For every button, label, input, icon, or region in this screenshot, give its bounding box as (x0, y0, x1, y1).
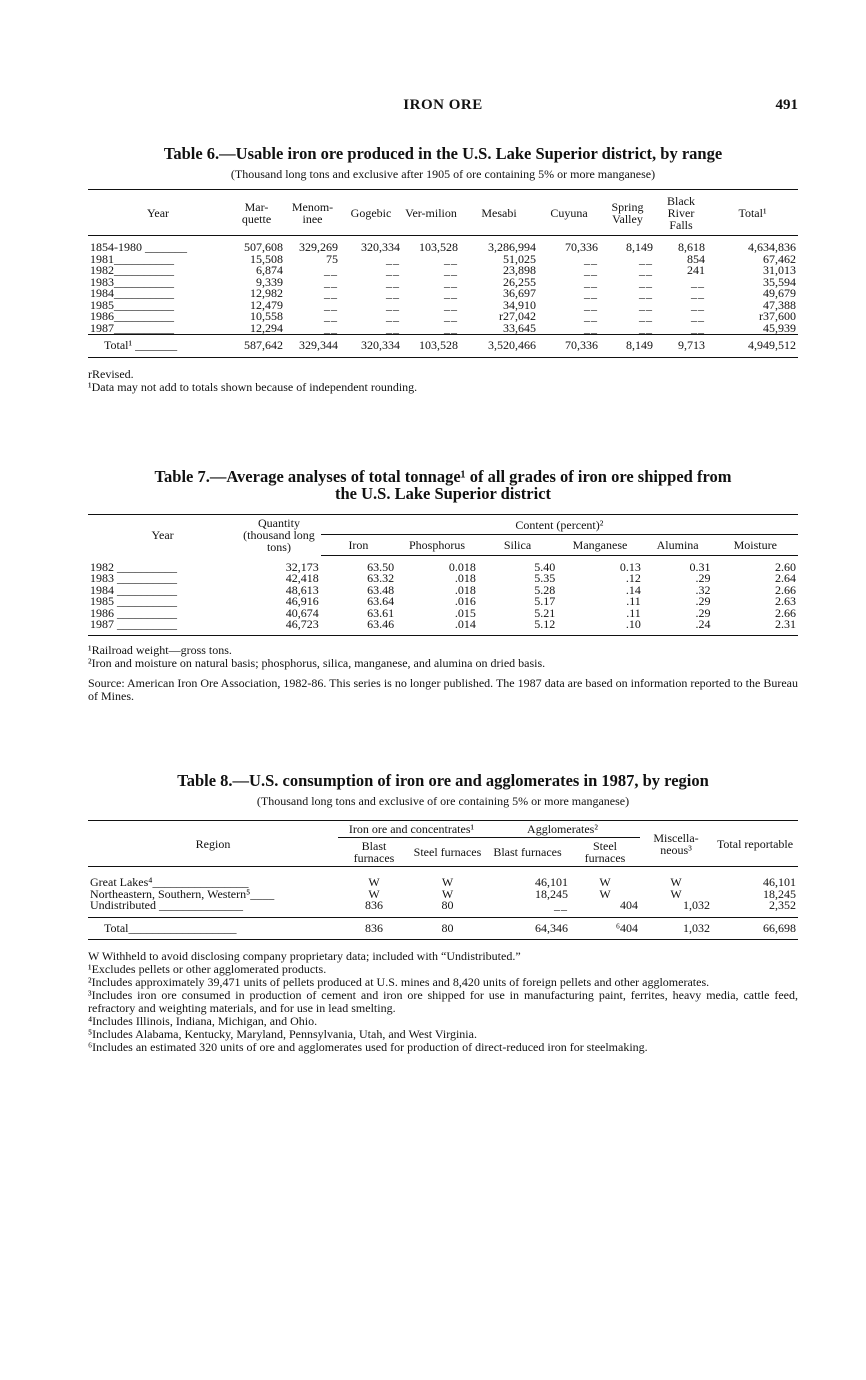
cell: 63.64 (367, 594, 395, 608)
cell: 10,558 (250, 309, 283, 323)
table-8-title: Table 8.—U.S. consumption of iron ore and agglomerates in 1987, by region (177, 771, 709, 790)
cell: 1,032 (683, 898, 710, 912)
cell: __ (444, 286, 458, 300)
cell: __ (691, 274, 705, 289)
cell: 8,149 (626, 240, 653, 254)
table-8-subtitle: (Thousand long tons and exclusive of ore containing 5% or more manganese) (256, 794, 630, 808)
footnote: ⁴Includes Illinois, Indiana, Michigan, and Ohio. (88, 1014, 318, 1028)
cell: __ (444, 320, 458, 335)
cell: .015 (454, 605, 476, 620)
col-header-menominee: Menom-inee (285, 190, 340, 236)
col-header-alumina: Alumina (643, 535, 713, 555)
cell: W (441, 886, 454, 901)
cell: W (670, 875, 682, 889)
footnote: ²Iron and moisture on natural basis; phosphorus, silica, manganese, and alumina on dried basis. (88, 655, 546, 670)
cell: 5.35 (534, 571, 556, 585)
cell: 32,173 (285, 559, 319, 574)
row-year: 1985__________ (90, 297, 174, 312)
cell: __ (386, 274, 400, 289)
table-row (88, 596, 798, 608)
cell: 103,528 (419, 240, 458, 254)
col-header-year: Year (88, 190, 228, 236)
row-region: Undistributed ______________ (90, 898, 243, 912)
cell: 46,101 (763, 875, 796, 889)
table-total-row (88, 335, 798, 358)
cell: 51,025 (503, 251, 536, 266)
cell: __ (639, 263, 653, 277)
table-6-subtitle: (Thousand long tons and exclusive after 1905 of ore containing 5% or more manganese) (230, 167, 656, 181)
cell: 5.40 (534, 559, 556, 574)
table-7-title-line2: the U.S. Lake Superior district (334, 484, 552, 503)
col-header-cuyuna: Cuyuna (538, 190, 600, 236)
cell: 507,608 (244, 240, 283, 254)
cell: 8,618 (678, 240, 705, 254)
row-year: 1984 __________ (90, 582, 177, 597)
col-group-agglomerates: Agglomerates² (485, 821, 640, 838)
cell: 63.50 (367, 559, 395, 574)
table-row (88, 619, 798, 631)
cell: 31,013 (763, 263, 796, 277)
cell: 241 (687, 263, 705, 277)
cell: .014 (454, 617, 476, 631)
cell: W (670, 886, 682, 901)
col-header-agglom-steel: Steel furnaces (584, 839, 626, 865)
cell: 329,269 (299, 240, 338, 254)
cell: .32 (695, 582, 711, 597)
cell: 36,697 (503, 286, 536, 300)
cell: 45,939 (763, 320, 796, 335)
page-number: 491 (775, 97, 798, 113)
cell: 5.17 (534, 594, 556, 608)
cell: 33,645 (503, 320, 536, 335)
cell: __ (386, 263, 400, 277)
cell: __ (584, 251, 598, 266)
cell: __ (639, 297, 653, 312)
cell: 70,336 (538, 335, 600, 358)
cell: __ (324, 274, 338, 289)
cell: __ (639, 251, 653, 266)
row-year: 1981__________ (90, 251, 174, 266)
cell: 63.48 (367, 582, 395, 597)
cell: .29 (695, 571, 711, 585)
table-7-grid (88, 514, 798, 636)
cell: 2.63 (775, 594, 796, 608)
cell: 3,286,994 (488, 240, 536, 254)
cell: __ (386, 309, 400, 323)
row-year: 1982 __________ (90, 559, 177, 574)
cell: W (599, 886, 611, 901)
cell: __ (584, 297, 598, 312)
cell: __ (691, 286, 705, 300)
table-6 (88, 145, 798, 394)
cell: 854 (687, 251, 705, 266)
col-header-mesabi: Mesabi (460, 190, 538, 236)
cell: 2.66 (775, 605, 796, 620)
table-7-title-line1: Table 7.—Average analyses of total tonnage¹ of all grades of iron ore shipped from (154, 467, 732, 486)
cell: .018 (454, 571, 476, 585)
cell: 1,032 (640, 917, 712, 940)
cell: __ (584, 263, 598, 277)
row-year: 1983 __________ (90, 571, 177, 585)
col-header-black-river-falls: Black River Falls (655, 190, 707, 236)
col-header-silica: Silica (478, 535, 557, 555)
cell: 47,388 (763, 297, 796, 312)
cell: .018 (454, 582, 476, 597)
row-year: 1854-1980 _______ (90, 240, 187, 254)
col-header-total: Total¹ (707, 190, 798, 236)
cell: __ (691, 297, 705, 312)
running-title: IRON ORE (403, 97, 483, 113)
row-year: 1986 __________ (90, 605, 177, 620)
cell: 18,245 (763, 886, 796, 901)
cell: 12,479 (250, 297, 283, 312)
cell: __ (386, 251, 400, 266)
cell: 67,462 (763, 251, 796, 266)
cell: 587,642 (228, 335, 285, 358)
cell: __ (691, 320, 705, 335)
cell: 5.28 (534, 582, 556, 597)
cell: 49,679 (763, 286, 796, 300)
cell: 836 (365, 898, 383, 912)
cell: 5.21 (534, 605, 556, 620)
cell: __ (584, 286, 598, 300)
footnote: ²Includes approximately 39,471 units of pellets produced at U.S. mines and 8,420 units of foreign pellets and other agglomerates. (88, 975, 710, 989)
cell: __ (554, 898, 568, 912)
col-header-iron-blast: Blast furnaces (353, 839, 395, 865)
cell: 329,344 (285, 335, 340, 358)
cell: 103,528 (402, 335, 460, 358)
cell: 35,594 (763, 274, 796, 289)
cell: 4,949,512 (707, 335, 798, 358)
table-row (88, 562, 798, 574)
cell: __ (639, 320, 653, 335)
row-year: 1985 __________ (90, 594, 177, 608)
cell: 66,698 (712, 917, 798, 940)
row-year: 1982__________ (90, 263, 174, 277)
table-row (88, 323, 798, 335)
cell: 9,713 (655, 335, 707, 358)
source-note: Source: American Iron Ore Association, 1982-86. This series is no longer published. The 1987 data are based on information reported to the Bureau of Mines. (88, 675, 798, 703)
cell: .12 (625, 571, 641, 585)
table-row (88, 585, 798, 597)
cell: 320,334 (340, 335, 402, 358)
cell: 42,418 (285, 571, 319, 585)
cell: __ (584, 274, 598, 289)
cell: .14 (625, 582, 641, 597)
cell: 34,910 (503, 297, 536, 312)
footnote: W Withheld to avoid disclosing company proprietary data; included with “Undistributed.” (88, 949, 521, 963)
col-header-manganese: Manganese (557, 535, 643, 555)
cell: 2.60 (775, 559, 796, 574)
cell: .016 (454, 594, 476, 608)
table-7 (88, 468, 798, 703)
cell: 64,346 (485, 917, 570, 940)
cell: __ (324, 286, 338, 300)
cell: 12,294 (250, 320, 283, 335)
row-year: 1987__________ (90, 320, 174, 335)
total-label: Total¹ _______ (88, 335, 228, 358)
table-8 (88, 772, 798, 1054)
row-year: 1986__________ (90, 309, 174, 323)
cell: 63.32 (367, 571, 395, 585)
cell: __ (444, 274, 458, 289)
cell: 5.12 (534, 617, 556, 631)
cell: 2.66 (775, 582, 796, 597)
cell: __ (386, 320, 400, 335)
row-year: 1987 __________ (90, 617, 177, 631)
cell: __ (691, 309, 705, 323)
cell: __ (386, 297, 400, 312)
cell: __ (584, 320, 598, 335)
cell: 2,352 (769, 898, 796, 912)
table-row (88, 573, 798, 585)
cell: 70,336 (565, 240, 598, 254)
row-year: 1984__________ (90, 286, 174, 300)
table-row (88, 900, 798, 912)
cell: .11 (626, 594, 641, 608)
col-header-total-reportable: Total reportable (716, 836, 794, 851)
cell: .11 (626, 605, 641, 620)
cell: W (368, 875, 380, 889)
cell: 836 (338, 917, 410, 940)
cell: ⁶404 (570, 917, 640, 940)
cell: 23,898 (503, 263, 536, 277)
row-region: Northeastern, Southern, Western⁵____ (90, 886, 275, 901)
cell: __ (324, 309, 338, 323)
cell: 15,508 (250, 251, 283, 266)
table-6-title: Table 6.—Usable iron ore produced in the U.S. Lake Superior district, by range (163, 144, 723, 163)
page-header (88, 97, 798, 117)
col-group-content: Content (percent)² (321, 515, 798, 535)
col-group-iron-ore: Iron ore and concentrates¹ (338, 821, 485, 838)
row-region: Great Lakes⁴________________ (90, 875, 249, 889)
cell: 2.64 (775, 571, 796, 585)
table-row (88, 608, 798, 620)
cell: 0.018 (448, 559, 476, 574)
total-label: Total__________________ (88, 917, 338, 940)
footnote: ⁶Includes an estimated 320 units of ore and agglomerates used for production of direct-reduced iron for steelmaking. (88, 1040, 648, 1054)
cell: __ (444, 309, 458, 323)
table-8-grid (88, 820, 798, 940)
cell: 46,916 (285, 594, 319, 608)
cell: 18,245 (535, 886, 568, 901)
footnote: ¹Railroad weight—gross tons. (88, 642, 232, 657)
cell: 48,613 (285, 582, 319, 597)
cell: W (441, 875, 454, 889)
cell: __ (324, 297, 338, 312)
cell: 46,723 (285, 617, 319, 631)
cell: 9,339 (256, 274, 283, 289)
cell: 63.61 (367, 605, 395, 620)
cell: 80 (410, 917, 485, 940)
cell: 40,674 (285, 605, 319, 620)
cell: 8,149 (600, 335, 655, 358)
cell: 0.13 (619, 559, 641, 574)
footnote: rRevised. (88, 366, 134, 381)
cell: __ (639, 274, 653, 289)
cell: 3,520,466 (460, 335, 538, 358)
cell: 46,101 (535, 875, 568, 889)
col-header-region: Region (195, 836, 231, 851)
col-header-iron-steel: Steel furnaces (413, 845, 482, 859)
col-header-phosphorus: Phosphorus (396, 535, 478, 555)
cell: __ (639, 309, 653, 323)
cell: 75 (326, 251, 338, 266)
cell: r37,600 (759, 309, 796, 323)
cell: .29 (695, 605, 711, 620)
footnote: ³Includes iron ore consumed in production of cement and iron ore shipped for use in manufacturing paint, ferrites, heavy media, cattle feed, refractory and weighting materials, and for use in lead smelting. (88, 988, 798, 1015)
cell: 2.31 (775, 617, 796, 631)
cell: 63.46 (367, 617, 395, 631)
col-header-iron: Iron (321, 535, 396, 555)
col-header-gogebic: Gogebic (340, 190, 402, 236)
cell: .24 (695, 617, 711, 631)
cell: __ (639, 286, 653, 300)
col-header-agglom-blast: Blast furnaces (493, 845, 562, 859)
col-header-quantity: Quantity (thousand long tons) (243, 516, 315, 554)
col-header-spring-valley: Spring Valley (600, 190, 655, 236)
cell: __ (324, 320, 338, 335)
cell: r27,042 (499, 309, 536, 323)
cell: 26,255 (503, 274, 536, 289)
cell: W (368, 886, 380, 901)
cell: 6,874 (256, 263, 283, 277)
cell: __ (444, 251, 458, 266)
cell: .10 (625, 617, 641, 631)
cell: __ (444, 263, 458, 277)
cell: __ (386, 286, 400, 300)
footnote: ⁵Includes Alabama, Kentucky, Maryland, Pennsylvania, Utah, and West Virginia. (88, 1027, 477, 1041)
cell: 320,334 (361, 240, 400, 254)
cell: 12,982 (250, 286, 283, 300)
cell: __ (324, 263, 338, 277)
col-header-year: Year (151, 528, 174, 542)
col-header-vermilion: Ver-milion (402, 190, 460, 236)
footnote: ¹Data may not add to totals shown because of independent rounding. (88, 379, 418, 394)
col-header-miscellaneous: Miscella-neous³ (653, 830, 699, 857)
cell: .29 (695, 594, 711, 608)
cell: W (599, 875, 611, 889)
table-6-grid (88, 189, 798, 358)
cell: 80 (441, 898, 454, 912)
cell: 404 (620, 898, 638, 912)
row-year: 1983__________ (90, 274, 174, 289)
cell: 4,634,836 (748, 240, 796, 254)
col-header-marquette: Mar-quette (228, 190, 285, 236)
cell: 0.31 (689, 559, 711, 574)
cell: __ (584, 309, 598, 323)
table-total-row (88, 917, 798, 940)
col-header-moisture: Moisture (712, 535, 798, 555)
footnote: ¹Excludes pellets or other agglomerated products. (88, 962, 327, 976)
cell: __ (444, 297, 458, 312)
